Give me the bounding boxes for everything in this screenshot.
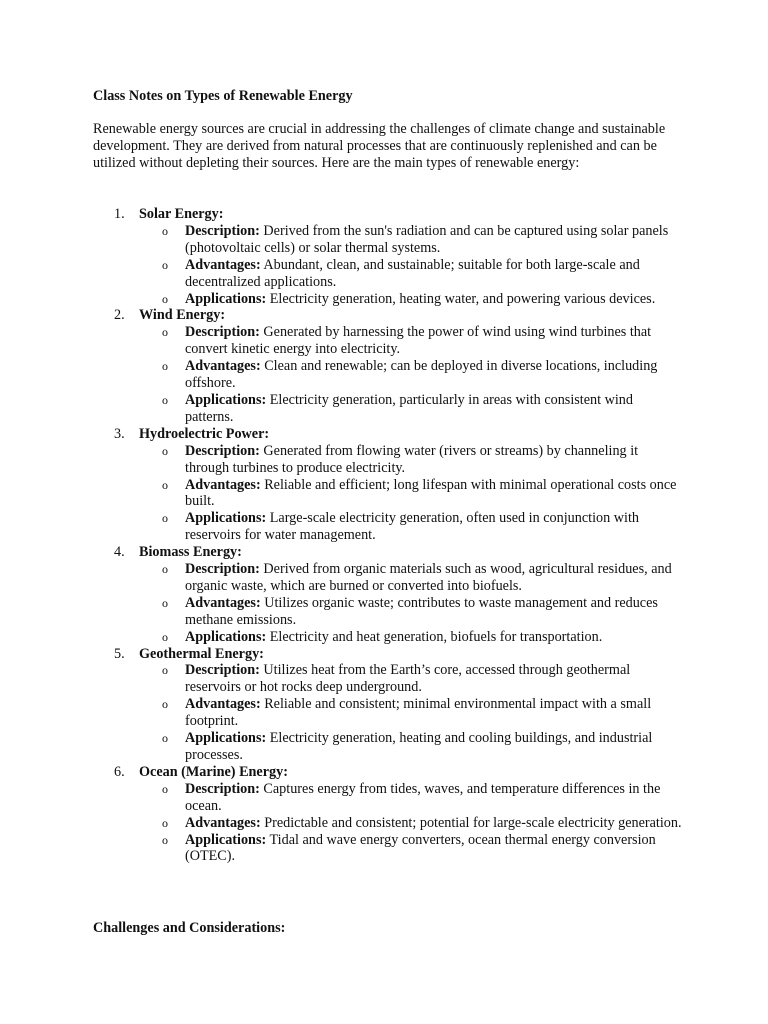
circle-bullet-icon: o — [162, 325, 168, 340]
detail-point — [139, 595, 683, 629]
detail-point — [139, 696, 683, 730]
energy-type-title: Hydroelectric Power: — [139, 425, 270, 442]
circle-bullet-icon: o — [162, 629, 168, 644]
point-text: Reliable and efficient; long lifespan with minimal operational costs once built. — [185, 476, 677, 510]
point-text: Utilizes heat from the Earth’s core, accessed through geothermal reservoirs or hot rocks deep underground. — [185, 662, 631, 696]
point-text: Reliable and consistent; minimal environmental impact with a small footprint. — [185, 696, 652, 730]
point-text: Predictable and consistent; potential for large-scale electricity generation. — [260, 814, 682, 831]
point-text: Derived from organic materials such as wood, agricultural residues, and organic waste, which are burned or converted into biofuels. — [185, 561, 672, 594]
circle-bullet-icon: o — [162, 223, 168, 238]
point-text: Derived from the sun's radiation and can be captured using solar panels (photovoltaic cells) or solar thermal systems. — [185, 222, 669, 256]
point-label: Advantages: — [185, 476, 261, 493]
detail-point — [139, 477, 683, 511]
point-label: Description: — [185, 222, 260, 239]
detail-point — [139, 324, 683, 358]
document-title: Class Notes on Types of Renewable Energy — [93, 88, 353, 104]
circle-bullet-icon: o — [162, 815, 168, 830]
detail-point — [139, 392, 683, 426]
intro-paragraph: Renewable energy sources are crucial in addressing the challenges of climate change and sustainable development. They are derived from natural processes that are continuously replenished and can be utilized without depleting their sources. Here are the main types of renewable energy: — [93, 121, 666, 171]
detail-point — [139, 815, 683, 832]
energy-type-item — [93, 544, 683, 645]
point-label: Description: — [185, 780, 260, 797]
item-number: 2. — [114, 307, 125, 324]
detail-point — [139, 629, 683, 646]
point-label: Description: — [185, 324, 260, 341]
circle-bullet-icon: o — [162, 731, 168, 746]
point-label: Applications: — [185, 510, 267, 527]
point-label: Applications: — [185, 290, 267, 307]
point-label: Applications: — [185, 831, 267, 848]
circle-bullet-icon: o — [162, 697, 168, 712]
detail-points-list — [139, 662, 683, 763]
circle-bullet-icon: o — [162, 511, 168, 526]
item-number: 6. — [114, 763, 125, 780]
energy-type-item — [93, 426, 683, 544]
circle-bullet-icon: o — [162, 477, 168, 492]
item-number: 1. — [114, 206, 125, 222]
point-label: Advantages: — [185, 256, 261, 273]
circle-bullet-icon: o — [162, 443, 168, 458]
circle-bullet-icon: o — [162, 291, 168, 306]
point-text: Generated by harnessing the power of wind using wind turbines that convert kinetic energy into electricity. — [185, 324, 652, 358]
point-label: Advantages: — [185, 594, 261, 611]
detail-point — [139, 832, 683, 866]
point-text: Tidal and wave energy converters, ocean thermal energy conversion (OTEC). — [185, 831, 656, 865]
point-label: Advantages: — [185, 696, 261, 713]
item-number: 3. — [114, 425, 125, 442]
detail-point — [139, 662, 683, 696]
detail-points-list — [139, 443, 683, 544]
circle-bullet-icon: o — [162, 781, 168, 796]
detail-point — [139, 561, 683, 595]
circle-bullet-icon: o — [162, 832, 168, 847]
detail-point — [139, 223, 683, 257]
circle-bullet-icon: o — [162, 663, 168, 678]
detail-points-list — [139, 561, 683, 646]
detail-point — [139, 358, 683, 392]
energy-type-item — [93, 646, 683, 764]
point-label: Applications: — [185, 628, 267, 645]
energy-type-title: Biomass Energy: — [139, 544, 242, 561]
detail-point — [139, 257, 683, 291]
detail-points-list — [139, 781, 683, 866]
point-text: Large-scale electricity generation, often used in conjunction with reservoirs for water management. — [185, 510, 640, 544]
detail-point — [139, 781, 683, 815]
point-text: Captures energy from tides, waves, and temperature differences in the ocean. — [185, 780, 661, 814]
circle-bullet-icon: o — [162, 562, 168, 577]
point-label: Advantages: — [185, 814, 261, 831]
point-label: Advantages: — [185, 358, 261, 375]
energy-type-item — [93, 307, 683, 425]
section-heading: Challenges and Considerations: — [93, 920, 286, 936]
detail-point — [139, 510, 683, 544]
item-number: 4. — [114, 544, 125, 561]
detail-point — [139, 291, 683, 308]
point-text: Electricity generation, heating water, and powering various devices. — [266, 290, 656, 307]
point-text: Electricity generation, heating and cooling buildings, and industrial processes. — [185, 730, 653, 763]
circle-bullet-icon: o — [162, 595, 168, 610]
point-label: Description: — [185, 561, 260, 578]
point-text: Electricity and heat generation, biofuels for transportation. — [266, 628, 603, 645]
energy-type-item — [93, 206, 683, 307]
point-text: Utilizes organic waste; contributes to waste management and reduces methane emissions. — [185, 594, 658, 628]
point-label: Applications: — [185, 730, 267, 747]
detail-point — [139, 730, 683, 764]
energy-type-title: Ocean (Marine) Energy: — [139, 763, 288, 780]
energy-type-title: Wind Energy: — [139, 307, 226, 324]
point-text: Abundant, clean, and sustainable; suitable for both large-scale and decentralized applications. — [185, 256, 640, 290]
point-label: Applications: — [185, 391, 267, 408]
energy-types-list — [93, 206, 683, 865]
energy-type-item — [93, 764, 683, 865]
circle-bullet-icon: o — [162, 257, 168, 272]
point-text: Clean and renewable; can be deployed in diverse locations, including offshore. — [185, 358, 658, 392]
detail-points-list — [139, 223, 683, 308]
item-number: 5. — [114, 645, 125, 662]
point-text: Electricity generation, particularly in areas with consistent wind patterns. — [185, 391, 633, 425]
energy-type-title: Solar Energy: — [139, 206, 224, 222]
point-text: Generated from flowing water (rivers or streams) by channeling it through turbines to produce electricity. — [185, 442, 639, 476]
detail-point — [139, 443, 683, 477]
point-label: Description: — [185, 662, 260, 679]
circle-bullet-icon: o — [162, 392, 168, 407]
point-label: Description: — [185, 442, 260, 459]
circle-bullet-icon: o — [162, 359, 168, 374]
detail-points-list — [139, 324, 683, 425]
energy-type-title: Geothermal Energy: — [139, 645, 264, 662]
